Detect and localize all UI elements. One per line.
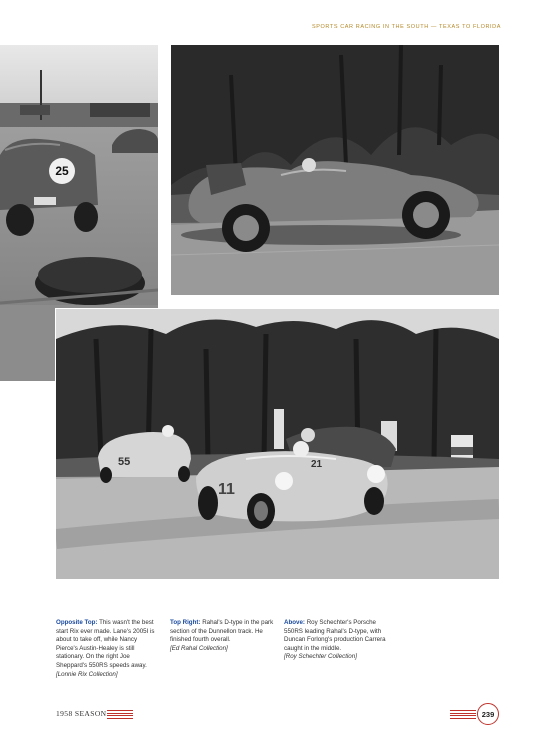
porsche-door-number: 11	[218, 481, 235, 498]
caption-lead: Above:	[284, 619, 305, 626]
caption-text: Roy Schechter's Porsche 550RS leading Rahal's D-type, with Duncan Forlong's production Carrera caught in the middle.	[284, 619, 386, 652]
porsche-hood-number: 21	[311, 459, 323, 470]
caption-opposite-top	[56, 619, 156, 679]
caption-text: Rahal's D-type in the park section of the Dunnellon track. He finished fourth overall.	[170, 619, 274, 644]
caption-top-right	[170, 619, 274, 653]
caption-lead: Opposite Top:	[56, 619, 98, 626]
footer-rule-right	[450, 710, 476, 720]
photo-porsche-leading	[56, 309, 499, 579]
photo-dtype-park	[171, 45, 499, 295]
caption-above	[284, 619, 390, 662]
running-head: SPORTS CAR RACING IN THE SOUTH — TEXAS TO FLORIDA	[311, 24, 501, 30]
caption-credit: [Lonnie Rix Collection]	[56, 670, 118, 678]
left-car-number: 25	[55, 164, 69, 178]
caption-lead: Top Right:	[170, 619, 201, 626]
footer-rule-left	[107, 710, 133, 720]
page-number: 239	[477, 703, 499, 725]
caption-credit: [Ed Rahal Collection]	[170, 644, 228, 652]
carrera-number: 55	[118, 456, 131, 468]
caption-text: This wasn't the best start Rix ever made. Lane's 2005I is about to take off, while Nancy Pierce's Austin-Healey is still stationary. On the right Joe Sheppard's 550RS speeds away.	[56, 619, 155, 669]
footer-season: 1958 SEASON	[56, 709, 107, 718]
caption-credit: [Roy Schechter Collection]	[284, 653, 357, 661]
